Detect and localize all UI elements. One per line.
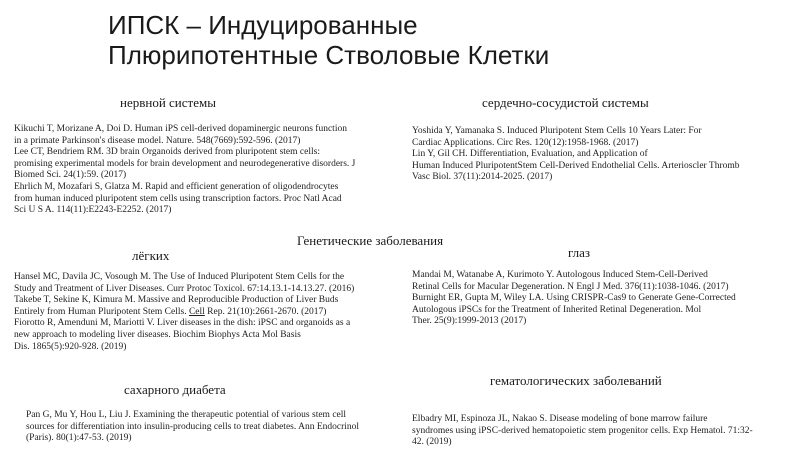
page-title	[108, 10, 748, 70]
reference-line: in a primate Parkinson's disease model. Nature. 548(7669):592-596. (2017)	[14, 135, 301, 146]
reference-line: Pan G, Mu Y, Hou L, Liu J. Examining the therapeutic potential of various stem cell	[26, 410, 347, 420]
refs-diabetes	[26, 410, 359, 445]
reference-line: (Paris). 80(1):47-53. (2019)	[26, 433, 132, 444]
heading-nervous: нервной системы	[120, 95, 216, 110]
reference-line: Lin Y, Gil CH. Differentiation, Evaluation, and Application of	[412, 149, 648, 160]
reference-line: Cardiac Applications. Circ Res. 120(12):1958-1968. (2017)	[412, 137, 639, 148]
refs-eye	[412, 270, 736, 328]
reference-line: Burnight ER, Gupta M, Wiley LA. Using CRISPR-Cas9 to Generate Gene-Corrected	[412, 293, 736, 304]
reference-line: Ther. 25(9):1999-2013 (2017)	[412, 316, 527, 327]
reference-line: Kikuchi T, Morizane A, Doi D. Human iPS cell-derived dopaminergic neurons function	[14, 124, 347, 134]
heading-lung: лёгких	[132, 248, 170, 263]
reference-line: Fiorotto R, Amenduni M, Mariotti V. Liver diseases in the dish: iPSC and organoids as a	[14, 318, 351, 329]
reference-line: Elbadry MI, Espinoza JL, Nakao S. Disease modeling of bone marrow failure	[412, 414, 708, 424]
reference-line: new approach to modeling liver diseases. Biochim Biophys Acta Mol Basis	[14, 329, 301, 340]
heading-eye: глаз	[568, 245, 591, 260]
reference-line: from human induced pluripotent stem cells using transcription factors. Proc Natl Acad	[14, 193, 342, 204]
heading-genetic: Генетические заболевания	[297, 233, 444, 248]
reference-line: syndromes using iPSC-derived hematopoietic stem progenitor cells. Exp Hematol. 71:32-	[412, 425, 753, 436]
reference-line: Dis. 1865(5):920-928. (2019)	[14, 341, 127, 352]
reference-line: Human Induced PluripotentStem Cell-Derived Endothelial Cells. Arterioscler Thromb	[412, 160, 740, 171]
reference-line: Sci U S A. 114(11):E2243-E2252. (2017)	[14, 205, 172, 216]
reference-line: Ehrlich M, Mozafari S, Glatza M. Rapid and efficient generation of oligodendrocytes	[14, 181, 339, 192]
reference-line: sources for differentiation into insulin-producing cells to treat diabetes. Ann Endocrinol	[26, 421, 360, 432]
refs-nervous	[14, 124, 355, 217]
reference-line: Autologous iPSCs for the Treatment of Inherited Retinal Degeneration. Mol	[412, 304, 702, 315]
reference-line: Study and Treatment of Liver Diseases. Curr Protoc Toxicol. 67:14.13.1-14.13.27. (2016)	[14, 283, 355, 294]
reference-line: Takebe T, Sekine K, Kimura M. Massive and Reproducible Production of Liver Buds	[14, 295, 339, 306]
title-line-1: ИПСК – Индуцированные	[108, 10, 418, 40]
reference-line: Vasc Biol. 37(11):2014-2025. (2017)	[412, 172, 553, 183]
refs-lung	[14, 272, 354, 353]
heading-hemato: гематологических заболеваний	[490, 373, 662, 388]
reference-line: 42. (2019)	[412, 437, 452, 448]
reference-line: Entirely from Human Pluripotent Stem Cells. Cell Rep. 21(10):2661-2670. (2017)	[14, 306, 327, 317]
title-line-2: Плюрипотентные Стволовые Клетки	[108, 40, 550, 70]
reference-line: promising experimental models for brain development and neurodegenerative disorders. J	[14, 158, 356, 169]
reference-line: Biomed Sci. 24(1):59. (2017)	[14, 170, 127, 181]
reference-line: Retinal Cells for Macular Degeneration. N Engl J Med. 376(11):1038-1046. (2017)	[412, 281, 729, 292]
reference-line: Hansel MC, Davila JC, Vosough M. The Use of Induced Pluripotent Stem Cells for the	[14, 272, 345, 282]
reference-line: Mandai M, Watanabe A, Kurimoto Y. Autologous Induced Stem-Cell-Derived	[412, 270, 708, 280]
reference-line: Lee CT, Bendriem RM. 3D brain Organoids derived from pluripotent stem cells:	[14, 147, 320, 158]
refs-cardio	[412, 126, 740, 184]
heading-cardio: сердечно-сосудистой системы	[482, 95, 649, 110]
reference-line: Yoshida Y, Yamanaka S. Induced Pluripotent Stem Cells 10 Years Later: For	[412, 126, 702, 136]
heading-diabetes: сахарного диабета	[124, 382, 226, 397]
refs-hemato	[412, 414, 753, 449]
